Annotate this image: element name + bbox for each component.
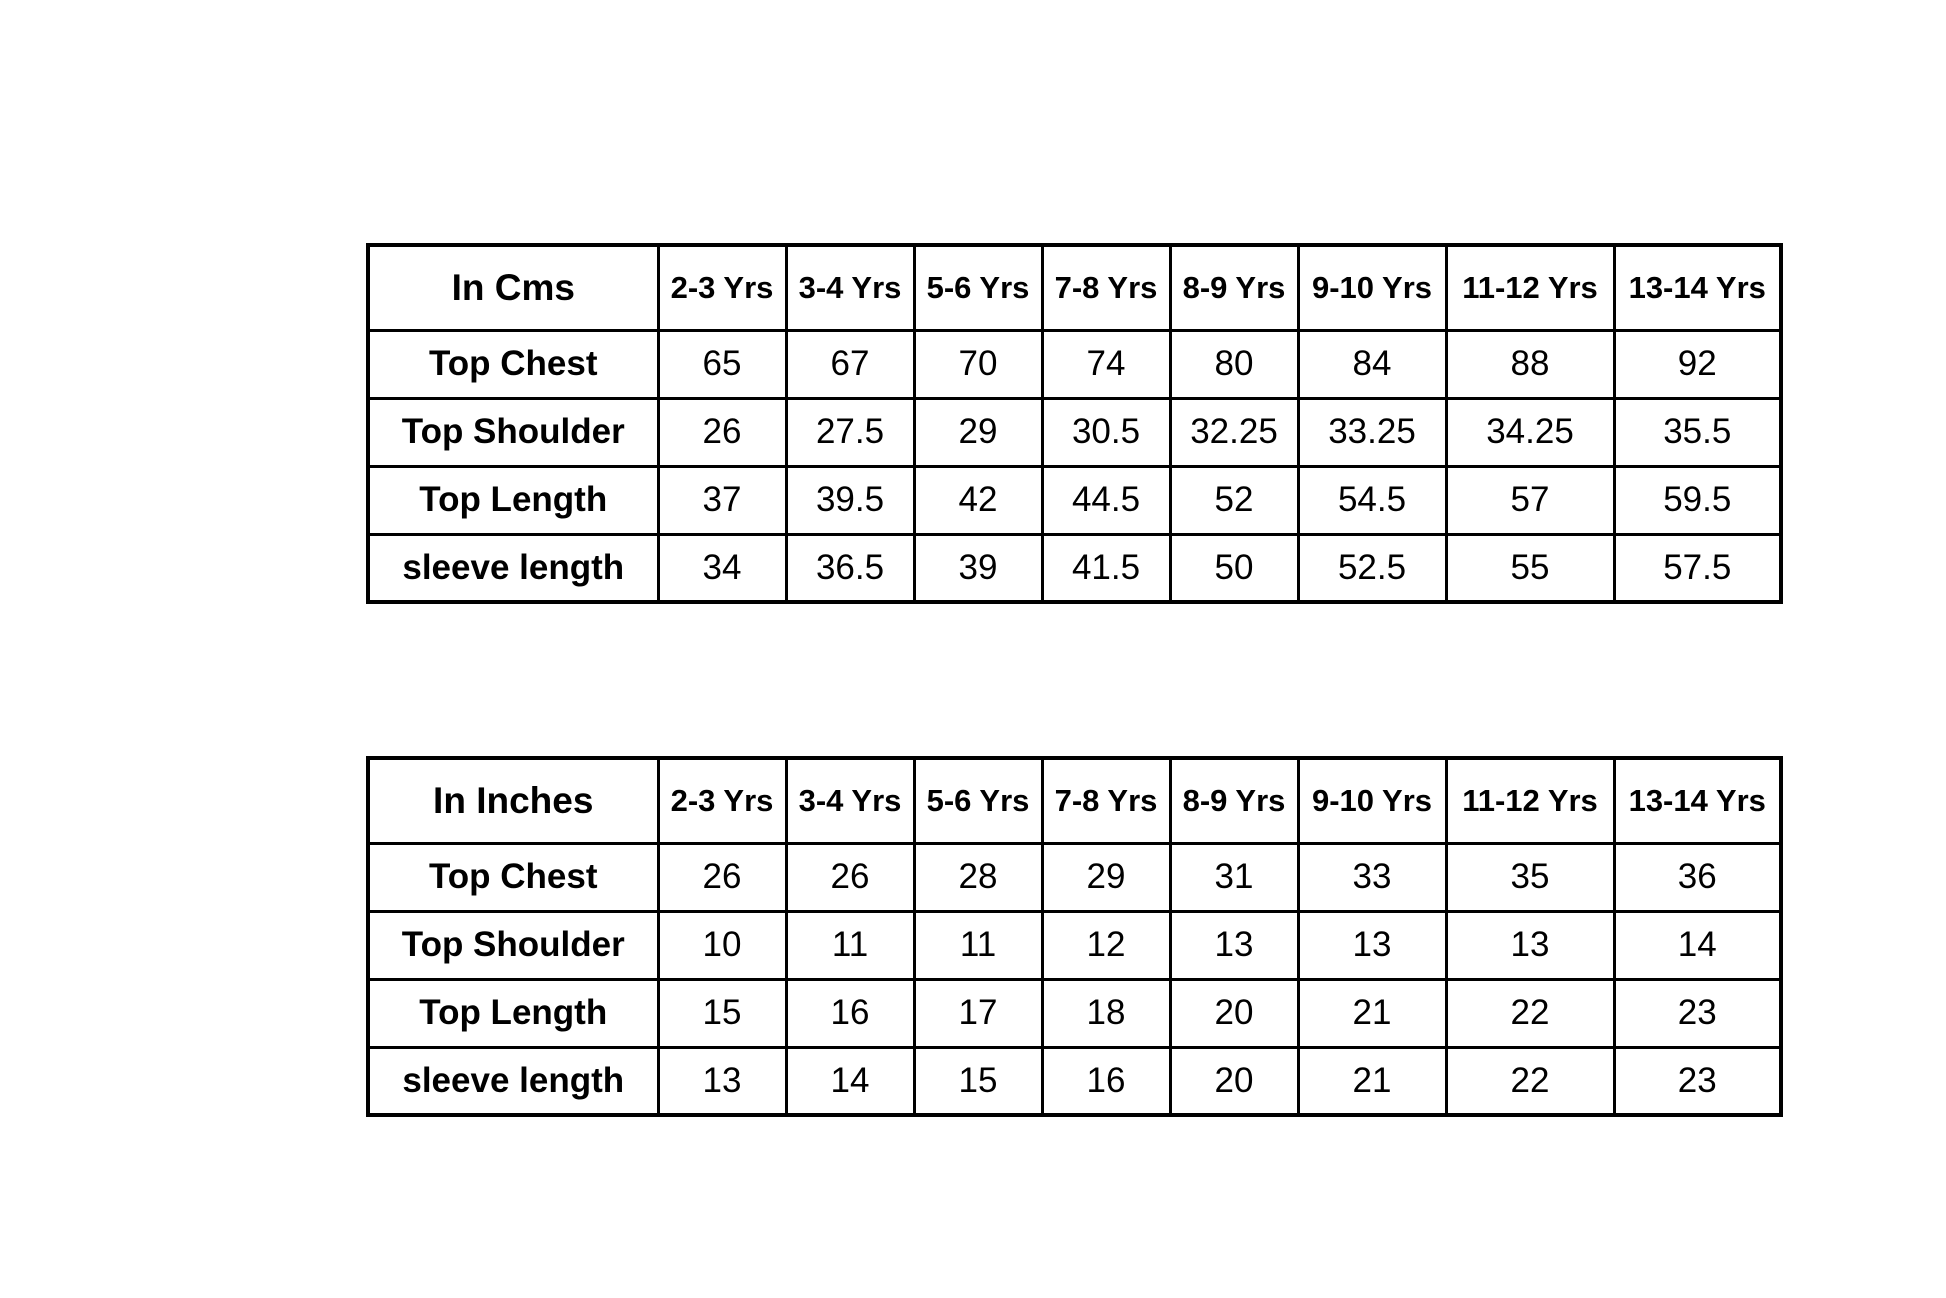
measurement-value: 67 <box>786 330 914 398</box>
measurement-value: 57.5 <box>1614 534 1781 602</box>
measurement-value: 65 <box>658 330 786 398</box>
table-row <box>368 1047 1781 1115</box>
measurement-value: 12 <box>1042 911 1170 979</box>
measurement-value: 42 <box>914 466 1042 534</box>
table-row <box>368 330 1781 398</box>
age-column-header: 5-6 Yrs <box>914 758 1042 843</box>
measurement-value: 16 <box>786 979 914 1047</box>
measurement-value: 44.5 <box>1042 466 1170 534</box>
measurement-value: 22 <box>1446 979 1614 1047</box>
measurement-value: 28 <box>914 843 1042 911</box>
size-chart-cms-table <box>366 243 1783 604</box>
age-column-header: 8-9 Yrs <box>1170 758 1298 843</box>
age-column-header: 13-14 Yrs <box>1614 758 1781 843</box>
age-column-header: 2-3 Yrs <box>658 758 786 843</box>
unit-label: In Cms <box>368 245 658 330</box>
measurement-value: 34 <box>658 534 786 602</box>
measurement-label: Top Shoulder <box>368 398 658 466</box>
measurement-value: 35.5 <box>1614 398 1781 466</box>
measurement-value: 32.25 <box>1170 398 1298 466</box>
age-column-header: 11-12 Yrs <box>1446 758 1614 843</box>
measurement-value: 10 <box>658 911 786 979</box>
age-column-header: 9-10 Yrs <box>1298 245 1446 330</box>
measurement-value: 23 <box>1614 1047 1781 1115</box>
measurement-value: 13 <box>1170 911 1298 979</box>
measurement-value: 55 <box>1446 534 1614 602</box>
measurement-value: 36 <box>1614 843 1781 911</box>
measurement-label: Top Chest <box>368 843 658 911</box>
age-column-header: 7-8 Yrs <box>1042 245 1170 330</box>
measurement-value: 26 <box>786 843 914 911</box>
measurement-value: 36.5 <box>786 534 914 602</box>
measurement-value: 13 <box>1298 911 1446 979</box>
measurement-value: 13 <box>658 1047 786 1115</box>
measurement-label: sleeve length <box>368 1047 658 1115</box>
age-column-header: 5-6 Yrs <box>914 245 1042 330</box>
age-column-header: 13-14 Yrs <box>1614 245 1781 330</box>
measurement-value: 59.5 <box>1614 466 1781 534</box>
measurement-value: 39 <box>914 534 1042 602</box>
table-row <box>368 534 1781 602</box>
measurement-value: 15 <box>658 979 786 1047</box>
measurement-value: 15 <box>914 1047 1042 1115</box>
measurement-label: Top Shoulder <box>368 911 658 979</box>
measurement-value: 74 <box>1042 330 1170 398</box>
measurement-value: 88 <box>1446 330 1614 398</box>
measurement-value: 27.5 <box>786 398 914 466</box>
measurement-value: 52.5 <box>1298 534 1446 602</box>
measurement-value: 17 <box>914 979 1042 1047</box>
measurement-value: 23 <box>1614 979 1781 1047</box>
age-column-header: 3-4 Yrs <box>786 758 914 843</box>
measurement-label: Top Chest <box>368 330 658 398</box>
age-column-header: 7-8 Yrs <box>1042 758 1170 843</box>
measurement-value: 80 <box>1170 330 1298 398</box>
measurement-value: 22 <box>1446 1047 1614 1115</box>
age-column-header: 9-10 Yrs <box>1298 758 1446 843</box>
measurement-value: 16 <box>1042 1047 1170 1115</box>
measurement-value: 26 <box>658 843 786 911</box>
measurement-value: 34.25 <box>1446 398 1614 466</box>
age-column-header: 11-12 Yrs <box>1446 245 1614 330</box>
measurement-label: Top Length <box>368 466 658 534</box>
measurement-value: 29 <box>1042 843 1170 911</box>
measurement-value: 52 <box>1170 466 1298 534</box>
age-column-header: 3-4 Yrs <box>786 245 914 330</box>
measurement-value: 21 <box>1298 1047 1446 1115</box>
table-row <box>368 979 1781 1047</box>
measurement-value: 54.5 <box>1298 466 1446 534</box>
measurement-value: 14 <box>1614 911 1781 979</box>
measurement-value: 50 <box>1170 534 1298 602</box>
measurement-value: 26 <box>658 398 786 466</box>
measurement-value: 11 <box>786 911 914 979</box>
measurement-value: 37 <box>658 466 786 534</box>
measurement-value: 57 <box>1446 466 1614 534</box>
measurement-value: 13 <box>1446 911 1614 979</box>
measurement-value: 33.25 <box>1298 398 1446 466</box>
measurement-label: Top Length <box>368 979 658 1047</box>
age-column-header: 2-3 Yrs <box>658 245 786 330</box>
header-row <box>368 758 1781 843</box>
measurement-value: 39.5 <box>786 466 914 534</box>
table-row <box>368 911 1781 979</box>
measurement-value: 41.5 <box>1042 534 1170 602</box>
measurement-value: 29 <box>914 398 1042 466</box>
measurement-value: 33 <box>1298 843 1446 911</box>
measurement-value: 92 <box>1614 330 1781 398</box>
measurement-value: 31 <box>1170 843 1298 911</box>
unit-label: In Inches <box>368 758 658 843</box>
measurement-value: 70 <box>914 330 1042 398</box>
measurement-value: 18 <box>1042 979 1170 1047</box>
table-row <box>368 843 1781 911</box>
measurement-value: 84 <box>1298 330 1446 398</box>
measurement-value: 11 <box>914 911 1042 979</box>
measurement-value: 20 <box>1170 979 1298 1047</box>
size-chart-inches-table <box>366 756 1783 1117</box>
age-column-header: 8-9 Yrs <box>1170 245 1298 330</box>
measurement-value: 14 <box>786 1047 914 1115</box>
measurement-label: sleeve length <box>368 534 658 602</box>
measurement-value: 35 <box>1446 843 1614 911</box>
header-row <box>368 245 1781 330</box>
table-row <box>368 398 1781 466</box>
table-row <box>368 466 1781 534</box>
measurement-value: 21 <box>1298 979 1446 1047</box>
measurement-value: 20 <box>1170 1047 1298 1115</box>
measurement-value: 30.5 <box>1042 398 1170 466</box>
